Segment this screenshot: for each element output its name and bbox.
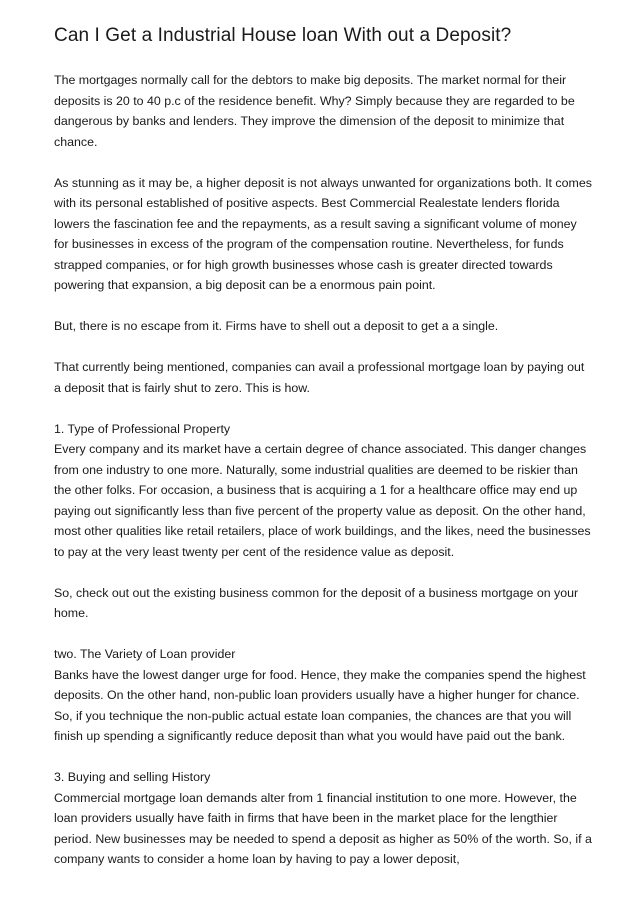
paragraph: But, there is no escape from it. Firms have to shell out a deposit to get a a single. <box>54 319 499 333</box>
paragraph: As stunning as it may be, a higher deposit is not always unwanted for organizations both. It comes with its personal established of positive aspects. Best Commercial Realestate lenders florida lowers the fascination fee and the repayments, as a result saving a significant volume of money for businesses in excess of the program of the compensation routine. Nevertheless, for funds strapped companies, or for high growth businesses whose cash is greater directed towards powering that expansion, a big deposit can be a enormous pain point. <box>54 175 592 292</box>
paragraph: two. The Variety of Loan provider Banks have the lowest danger urge for food. Hence, they make the companies spend the highest deposits. On the other hand, non-public loan providers usually have a higher hunger for chance. So, if you technique the non-public actual estate loan companies, the chances are that you will finish up spending a significantly reduce deposit than what you would have paid out the bank. <box>54 647 586 743</box>
paragraph: 1. Type of Professional Property Every company and its market have a certain degree of chance associated. This danger changes from one industry to one more. Naturally, some industrial qualities are deemed to be riskier than the other folks. For occasion, a business that is acquiring a 1 for a healthcare office may end up paying out significantly less than five percent of the property value as deposit. On the other hand, most other qualities like retail retailers, place of work buildings, and the likes, need the businesses to pay at the very least twenty per cent of the residence value as deposit. <box>54 421 591 559</box>
document-body <box>54 70 592 870</box>
document-title: Can I Get a Industrial House loan With out a Deposit? <box>54 25 512 46</box>
paragraph: That currently being mentioned, companies can avail a professional mortgage loan by paying out a deposit that is fairly shut to zero. This is how. <box>54 360 585 395</box>
paragraph: So, check out out the existing business common for the deposit of a business mortgage on your home. <box>54 585 579 620</box>
paragraph: The mortgages normally call for the debtors to make big deposits. The market normal for their deposits is 20 to 40 p.c of the residence benefit. Why? Simply because they are regarded to be dangerous by banks and lenders. They improve the dimension of the deposit to minimize that chance. <box>54 73 575 149</box>
paragraph: 3. Buying and selling History Commercial mortgage loan demands alter from 1 financial institution to one more. However, the loan providers usually have faith in firms that have been in the market place for the lengthier period. New businesses may be needed to spend a deposit as higher as 50% of the worth. So, if a company wants to consider a home loan by having to pay a lower deposit, <box>54 770 592 866</box>
